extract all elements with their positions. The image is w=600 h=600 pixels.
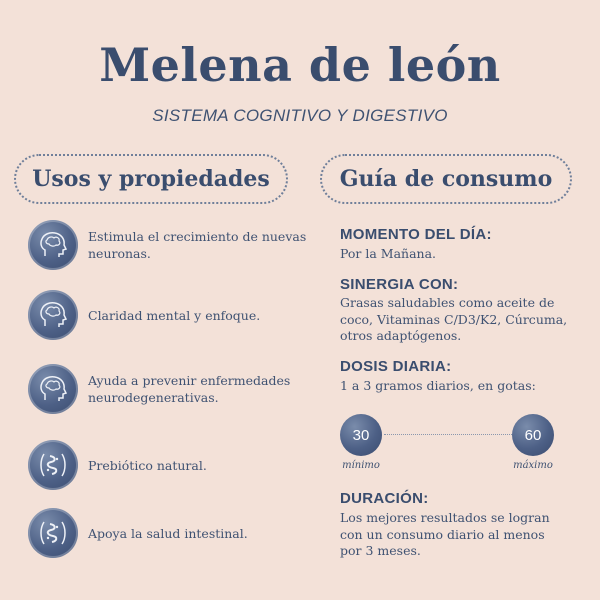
uses-heading: Usos y propiedades (32, 166, 270, 192)
page-title: Melena de león (99, 38, 501, 92)
dose-label: DOSIS DIARIA: (340, 358, 452, 375)
use-item-text: Ayuda a prevenir enfermedades neurodegenerativas. (88, 373, 291, 405)
intestine-icon (28, 440, 78, 490)
synergy-value: Grasas saludables como aceite de coco, Vitaminas C/D3/K2, Cúrcuma, otros adaptógenos. (340, 295, 568, 343)
use-item (28, 508, 308, 560)
use-item (28, 290, 308, 342)
use-item-text: Claridad mental y enfoque. (88, 307, 261, 323)
use-item-text: Apoya la salud intestinal. (88, 525, 248, 541)
dose-min-label: mínimo (342, 460, 380, 471)
use-item (28, 440, 308, 492)
brain-head-icon (28, 364, 78, 414)
intestine-icon (28, 508, 78, 558)
use-item (28, 220, 308, 272)
use-item-text: Estimula el crecimiento de nuevas neuronas. (88, 229, 307, 261)
guide-heading-pill (320, 154, 572, 204)
guide-heading: Guía de consumo (339, 166, 553, 192)
moment-value: Por la Mañana. (340, 246, 437, 261)
dose-range-line (384, 434, 512, 435)
dose-value: 1 a 3 gramos diarios, en gotas: (340, 378, 536, 393)
use-item (28, 364, 308, 416)
dose-max-label: máximo (513, 460, 553, 471)
dose-max-badge: 60 (512, 414, 554, 456)
duration-label: DURACIÓN: (340, 490, 429, 507)
synergy-label: SINERGIA CON: (340, 276, 459, 293)
moment-label: MOMENTO DEL DÍA: (340, 226, 492, 243)
use-item-text: Prebiótico natural. (88, 457, 207, 473)
dose-min-badge: 30 (340, 414, 382, 456)
brain-head-icon (28, 290, 78, 340)
uses-heading-pill (14, 154, 288, 204)
duration-value: Los mejores resultados se logran con un consumo diario al menos por 3 meses. (340, 510, 550, 558)
page-subtitle: SISTEMA COGNITIVO Y DIGESTIVO (152, 106, 448, 125)
brain-head-icon (28, 220, 78, 270)
